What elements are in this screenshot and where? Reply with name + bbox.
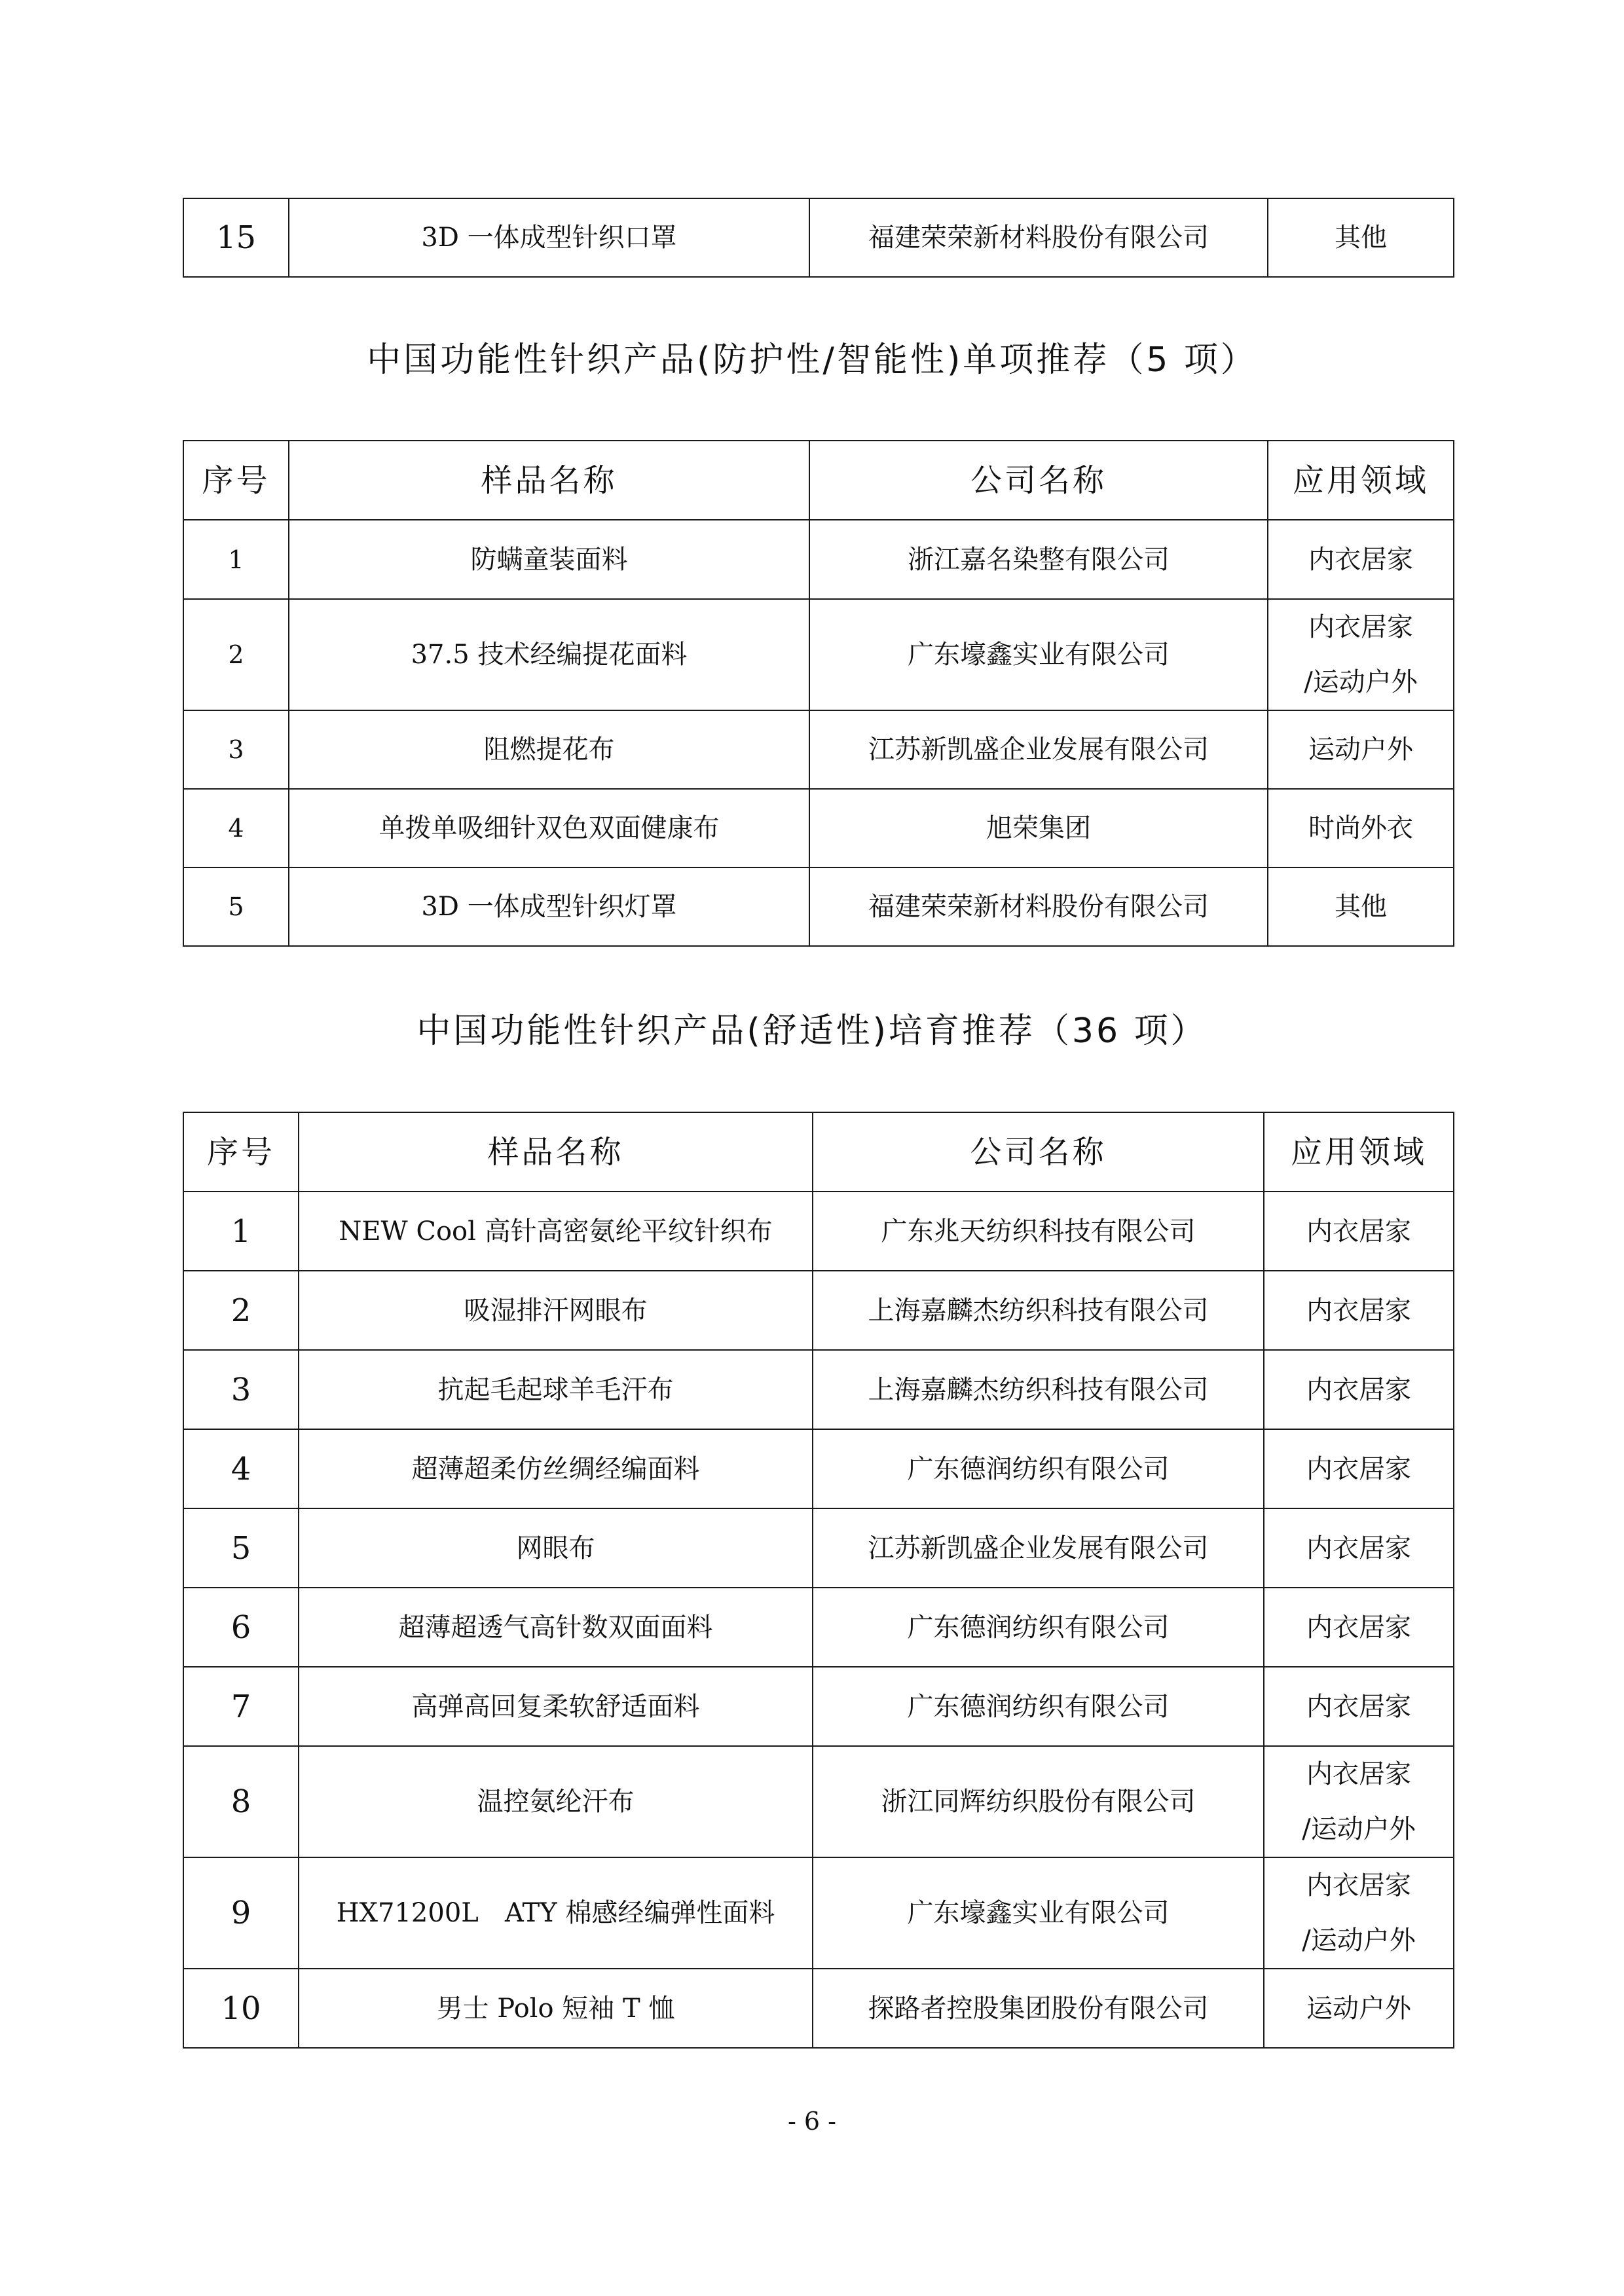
cell-sample-name: 吸湿排汗网眼布: [299, 1271, 813, 1350]
cell-field: 内衣居家: [1264, 1508, 1454, 1588]
table-header-row: [183, 1112, 1454, 1192]
table-row: [183, 1746, 1454, 1857]
cell-sample-name: 单拨单吸细针双色双面健康布: [289, 789, 809, 867]
table-row: [183, 599, 1454, 710]
cell-field: 内衣居家: [1264, 1271, 1454, 1350]
cell-sample-name: 高弹高回复柔软舒适面料: [299, 1667, 813, 1746]
cell-company: 广东德润纺织有限公司: [813, 1588, 1264, 1667]
cell-field-line2: /运动户外: [1302, 1814, 1416, 1844]
table-row: [183, 1271, 1454, 1350]
cell-field: 内衣居家: [1264, 1350, 1454, 1429]
protective-table: [183, 440, 1454, 947]
cell-field: 其他: [1268, 867, 1454, 946]
cell-field: 其他: [1268, 198, 1454, 277]
header-field: 应用领域: [1264, 1112, 1454, 1192]
cell-company: 福建荣荣新材料股份有限公司: [809, 867, 1268, 946]
cell-field: 运动户外: [1268, 710, 1454, 789]
cell-no: 4: [183, 789, 289, 867]
table-row: [183, 1429, 1454, 1508]
cell-company: 浙江嘉名染整有限公司: [809, 520, 1268, 599]
table-row: [183, 520, 1454, 599]
cell-field: [1264, 1746, 1454, 1857]
cell-sample-name: 3D 一体成型针织口罩: [289, 198, 809, 277]
cell-company: 浙江同辉纺织股份有限公司: [813, 1746, 1264, 1857]
header-field: 应用领域: [1268, 441, 1454, 520]
cell-field-line1: 内衣居家: [1306, 1870, 1411, 1901]
cell-no: 1: [183, 1192, 299, 1271]
cell-field-line1: 内衣居家: [1306, 1759, 1411, 1789]
table-row: [183, 1588, 1454, 1667]
cell-company: 探路者控股集团股份有限公司: [813, 1969, 1264, 2048]
cell-sample-name: 男士 Polo 短袖 T 恤: [299, 1969, 813, 2048]
cell-no: 2: [183, 599, 289, 710]
table-row: [183, 1969, 1454, 2048]
header-company: 公司名称: [813, 1112, 1264, 1192]
cell-company: 广东壕鑫实业有限公司: [809, 599, 1268, 710]
cell-field: 运动户外: [1264, 1969, 1454, 2048]
cell-no: 15: [183, 198, 289, 277]
cell-no: 1: [183, 520, 289, 599]
header-company: 公司名称: [809, 441, 1268, 520]
cell-sample-name: 37.5 技术经编提花面料: [289, 599, 809, 710]
cell-field: 内衣居家: [1264, 1429, 1454, 1508]
cell-sample-name: NEW Cool 高针高密氨纶平纹针织布: [299, 1192, 813, 1271]
header-no: 序号: [183, 1112, 299, 1192]
cell-no: 10: [183, 1969, 299, 2048]
header-no: 序号: [183, 441, 289, 520]
section-title-comfort: 中国功能性针织产品(舒适性)培育推荐（36 项）: [416, 1011, 1208, 1051]
table-row: [183, 1857, 1454, 1969]
cell-no: 5: [183, 867, 289, 946]
cell-company: 江苏新凯盛企业发展有限公司: [813, 1508, 1264, 1588]
cell-field: 内衣居家: [1264, 1667, 1454, 1746]
header-sample-name: 样品名称: [299, 1112, 813, 1192]
cell-no: 3: [183, 1350, 299, 1429]
cell-sample-name: 防螨童装面料: [289, 520, 809, 599]
cell-company: 广东德润纺织有限公司: [813, 1667, 1264, 1746]
cell-no: 6: [183, 1588, 299, 1667]
table-header-row: [183, 441, 1454, 520]
table-row: [183, 198, 1454, 277]
cell-company: 广东德润纺织有限公司: [813, 1429, 1264, 1508]
cell-sample-name: 温控氨纶汗布: [299, 1746, 813, 1857]
table-row: [183, 789, 1454, 867]
cell-field: [1264, 1857, 1454, 1969]
section-title-protective: 中国功能性针织产品(防护性/智能性)单项推荐（5 项）: [367, 340, 1257, 380]
header-sample-name: 样品名称: [289, 441, 809, 520]
cell-company: 福建荣荣新材料股份有限公司: [809, 198, 1268, 277]
cell-company: 广东壕鑫实业有限公司: [813, 1857, 1264, 1969]
cell-company: 旭荣集团: [809, 789, 1268, 867]
cell-company: 江苏新凯盛企业发展有限公司: [809, 710, 1268, 789]
table-row: [183, 1667, 1454, 1746]
cell-company: 广东兆天纺织科技有限公司: [813, 1192, 1264, 1271]
cell-field: 内衣居家: [1268, 520, 1454, 599]
cell-field-line2: /运动户外: [1304, 667, 1418, 697]
cell-field-line2: /运动户外: [1302, 1925, 1416, 1956]
cell-no: 8: [183, 1746, 299, 1857]
cell-field: [1268, 599, 1454, 710]
table-row: [183, 1350, 1454, 1429]
cell-sample-name: 抗起毛起球羊毛汗布: [299, 1350, 813, 1429]
continuation-table: [183, 198, 1454, 278]
cell-no: 4: [183, 1429, 299, 1508]
cell-sample-name: 网眼布: [299, 1508, 813, 1588]
comfort-table: [183, 1112, 1454, 2049]
table-row: [183, 1508, 1454, 1588]
cell-field: 内衣居家: [1264, 1588, 1454, 1667]
table-row: [183, 867, 1454, 946]
cell-no: 3: [183, 710, 289, 789]
cell-no: 7: [183, 1667, 299, 1746]
page-number: - 6 -: [787, 2107, 836, 2136]
cell-company: 上海嘉麟杰纺织科技有限公司: [813, 1350, 1264, 1429]
cell-field: 内衣居家: [1264, 1192, 1454, 1271]
cell-no: 5: [183, 1508, 299, 1588]
cell-sample-name: HX71200L ATY 棉感经编弹性面料: [299, 1857, 813, 1969]
cell-field: 时尚外衣: [1268, 789, 1454, 867]
cell-sample-name: 3D 一体成型针织灯罩: [289, 867, 809, 946]
table-row: [183, 1192, 1454, 1271]
cell-no: 2: [183, 1271, 299, 1350]
cell-company: 上海嘉麟杰纺织科技有限公司: [813, 1271, 1264, 1350]
cell-no: 9: [183, 1857, 299, 1969]
cell-sample-name: 阻燃提花布: [289, 710, 809, 789]
cell-sample-name: 超薄超柔仿丝绸经编面料: [299, 1429, 813, 1508]
cell-field-line1: 内衣居家: [1308, 612, 1413, 642]
table-row: [183, 710, 1454, 789]
cell-sample-name: 超薄超透气高针数双面面料: [299, 1588, 813, 1667]
